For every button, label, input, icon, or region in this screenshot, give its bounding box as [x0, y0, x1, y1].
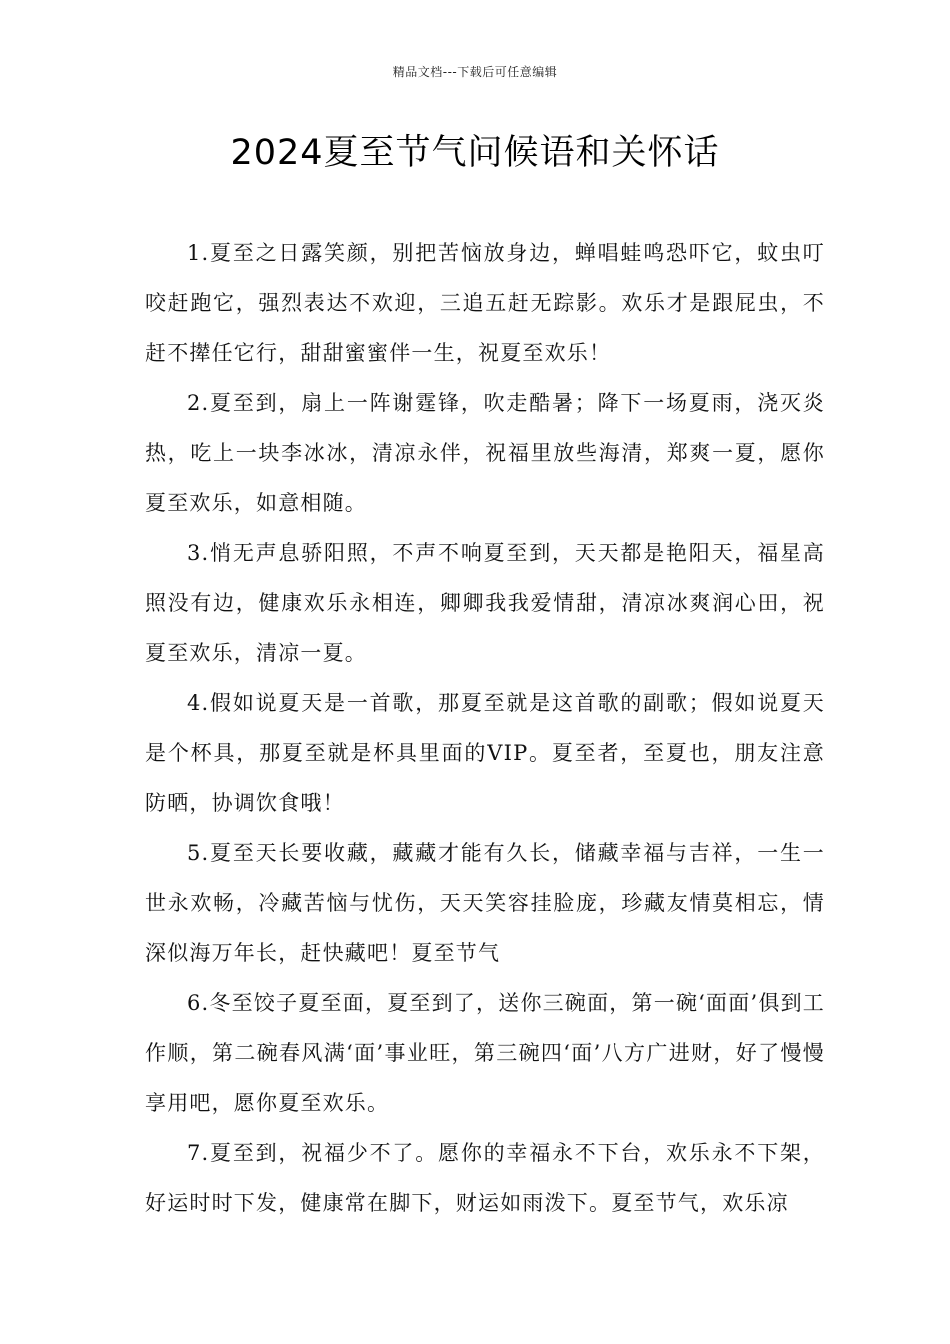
paragraph-6: 6.冬至饺子夏至面，夏至到了，送你三碗面，第一碗‘面面’俱到工作顺，第二碗春风满‘面’事业旺，第三碗四‘面’八方广进财，好了慢慢享用吧，愿你夏至欢乐。 [145, 991, 825, 1115]
document-title: 2024夏至节气问候语和关怀话 [230, 133, 720, 173]
paragraph-4: 4.假如说夏天是一首歌，那夏至就是这首歌的副歌；假如说夏天是个杯具，那夏至就是杯具里面的VIP。夏至者，至夏也，朋友注意防晒，协调饮食哦！ [145, 691, 825, 815]
header-note: 精品文档---下载后可任意编辑 [392, 65, 558, 79]
paragraph-3: 3.悄无声息骄阳照，不声不响夏至到，天天都是艳阳天，福星高照没有边，健康欢乐永相连，卿卿我我爱情甜，清凉冰爽润心田，祝夏至欢乐，清凉一夏。 [145, 541, 825, 665]
paragraph-1: 1.夏至之日露笑颜，别把苦恼放身边，蝉唱蛙鸣恐吓它，蚊虫叮咬赶跑它，强烈表达不欢迎，三追五赶无踪影。欢乐才是跟屁虫，不赶不撵任它行，甜甜蜜蜜伴一生，祝夏至欢乐！ [145, 241, 825, 365]
paragraph-2: 2.夏至到，扇上一阵谢霆锋，吹走酷暑；降下一场夏雨，浇灭炎热，吃上一块李冰冰，清凉永伴，祝福里放些海清，郑爽一夏，愿你夏至欢乐，如意相随。 [145, 391, 825, 515]
paragraph-7: 7.夏至到，祝福少不了。愿你的幸福永不下台，欢乐永不下架，好运时时下发，健康常在脚下，财运如雨泼下。夏至节气，欢乐凉 [145, 1141, 825, 1215]
document-body [145, 228, 825, 1228]
paragraph-5: 5.夏至天长要收藏，藏藏才能有久长，储藏幸福与吉祥，一生一世永欢畅，冷藏苦恼与忧伤，天天笑容挂脸庞，珍藏友情莫相忘，情深似海万年长，赶快藏吧！夏至节气 [145, 841, 825, 965]
